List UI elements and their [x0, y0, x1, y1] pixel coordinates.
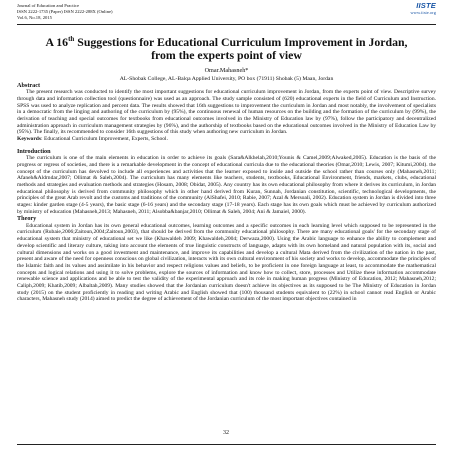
journal-issn: ISSN 2222-1735 (Paper) ISSN 2222-288X (Online) [17, 9, 113, 15]
author-name: Omar.Mahasneh* [204, 67, 249, 75]
keywords-text: : Educational Curriculum Improvement, Experts, School. [41, 136, 168, 143]
publisher-url[interactable]: www.iiste.org [410, 10, 436, 16]
author-affiliation: AL-Shobak College, AL-Balqa Applied University, PO box (71911) Shobak (5) Maan, Jordan [119, 75, 334, 82]
introduction-text: The curriculum is one of the main elements in education in order to achieve its goals (Sara&Alkhelah,2010;Younis & Camel,2009;Alwaked,2005). Education is the basis of the progress or regress of societies, and there is a remarkable development in the concept of educational curricula due to the educational theories (Omar,2010; Lewis, 2007; Kitumi,2004). the concept of the curriculum has devolved to include all experiences and activities that the learner exposed to inside and outside the school rather than courses only (Mahasneh,2011; Afaneh&Aldrndar,2007; Ollimat & Saleh,2004). The curriculum has many elements like teachers, students, textbooks, Educational Environment, friends, markets, clubs, educational methods and strategies and evaluation methods and strategies (Hosam, 2008; Obidat, 2005). Any country has its own educational philosophy from where it derives its curriculum, in Jordan educational philosophy is derived from community philosophy which in other hand derived from Kuran, Sunnah, Jordanian constitution, scientific, technological developments, the principles of the great Arab revolt and the customs and traditions of the community (AlShafei, 2010; Rabie, 2007; Azal & Mersoali, 2002). Education system in Jordan is divided into three stages: kinder garden stage (4-5 years), the basic stage (6-16 years) and the secondary stage (17-18 years). Each stage has its own goals which must be achieved by curriculum authorized by ministry of education (Mahasneh,2013; Mahasneh, 2011; Alsobba&banjar,2010; Ollimat & Saleh, 2004; Ani & Jamaiel, 2000). [17, 155, 436, 215]
title-superscript: th [68, 34, 75, 43]
abstract-text: The present research was conducted to identify the most important suggestions for educational curriculum improvement in Jordan, from the experts point of view. Descriptive survey through data and information collection tool (questionnaire) was used as an approach. The study sample consisted of (620) educational experts in the field of Curriculum and Instruction. SPSS was used to analyze replication and percent data. The results showed that 16th suggestions to improvement the curriculum in Jordan and most notably, the involvement of specialists in a democratic from the linging and authoring of the curriculum by (95%), the continuous renewal of human resources on the building and the formation of the curriculum by (99%), the derivation of teaching and special outcomes for textbooks from educational outcomes involved in the Ministry of Education law by (97%), follow the participatory and decentralized administration approach in curriculum management strategies by (96%), and the authorship of textbooks based on the educational outcomes involved in the Ministry of Education Law by (95%). The finally, its recommended to consider 16th suggestions of this study when authoring new curriculum in Jordan. [17, 89, 436, 136]
journal-volume: Vol.6, No.18, 2015 [17, 15, 52, 21]
theory-heading: Theory [17, 215, 37, 223]
journal-info [17, 3, 113, 22]
publisher-block [410, 3, 436, 16]
title-part-b: Suggestions for Educational Curriculum Improvement in Jordan, from the experts point of view [74, 34, 408, 62]
journal-header [17, 3, 436, 22]
publisher-logo: IISTE [416, 1, 436, 10]
keywords-line [17, 136, 436, 143]
journal-name: Journal of Education and Practice [17, 3, 79, 8]
header-rule [17, 24, 436, 25]
footer-rule [17, 444, 436, 445]
introduction-heading: Introduction [17, 147, 51, 155]
theory-text: Educational system in Jordan has its own general educational outcomes, learning outcomes and a specific outcomes in each learning level which supposed to be represented in the curriculum (Rubaie,2006;Zaitoun,2004;Zaitoun,2003), that should be derived from the community educational philosophy. There are many educational goals' for the secondary stage of educational system that ministry of educational set we like (Khawaldeh 2009; Khawaldeh,2004; Derwaza,2000). Using the Arabic language to enhance the ability to complement and develop scientific and literary culture, taking into account the elements of true linguistic constructs of language, adapts with its own homeland and natural population with its, social and cultural dimensions and works on a good investment and maintenance, and improve its capabilities and develop a cultural Mata derived from the civilization of the nation in the past, present and aware of the need for openness conscious on global civilization, interacts with its own cultural environment of his society and works to develop, accommodate the principles of the Islamic faith and its values and assimilate in his behavior and respect religions values and beliefs, to be proficient in one foreign language at least, to accommodate the mathematical concepts and logical relations and using it to solve problems, explore the sources of information and know how to collect, store, processes and Utilize these information accommodate renewable science and applications and be able to test the validity of the experimental approach and its role in making human progress (Ministry of Education, 2012; Mahasneh,2012; Caliph,2009; Khatib,2009; Albaltah,2009). Many studies showed that the Jordanian curriculum doesn't achieve its objectives as its supposed to be The Ministry of Education in Jordan study (2015) on the student proficiently in reading and writing Arabic and English showed that (100) thousand students equivalent to (22%) in school cannot read English or Arabic characters, Mahasneh study (2014) aimed to predict the degree of achievement of the Jordanian curriculum of the most important objectives contained in [17, 222, 436, 303]
paper-title [39, 33, 414, 63]
abstract-heading: Abstract [17, 81, 41, 89]
page-number: 32 [223, 430, 229, 436]
title-part-a: A 16 [45, 34, 69, 49]
keywords-label: Keywords [17, 136, 42, 143]
